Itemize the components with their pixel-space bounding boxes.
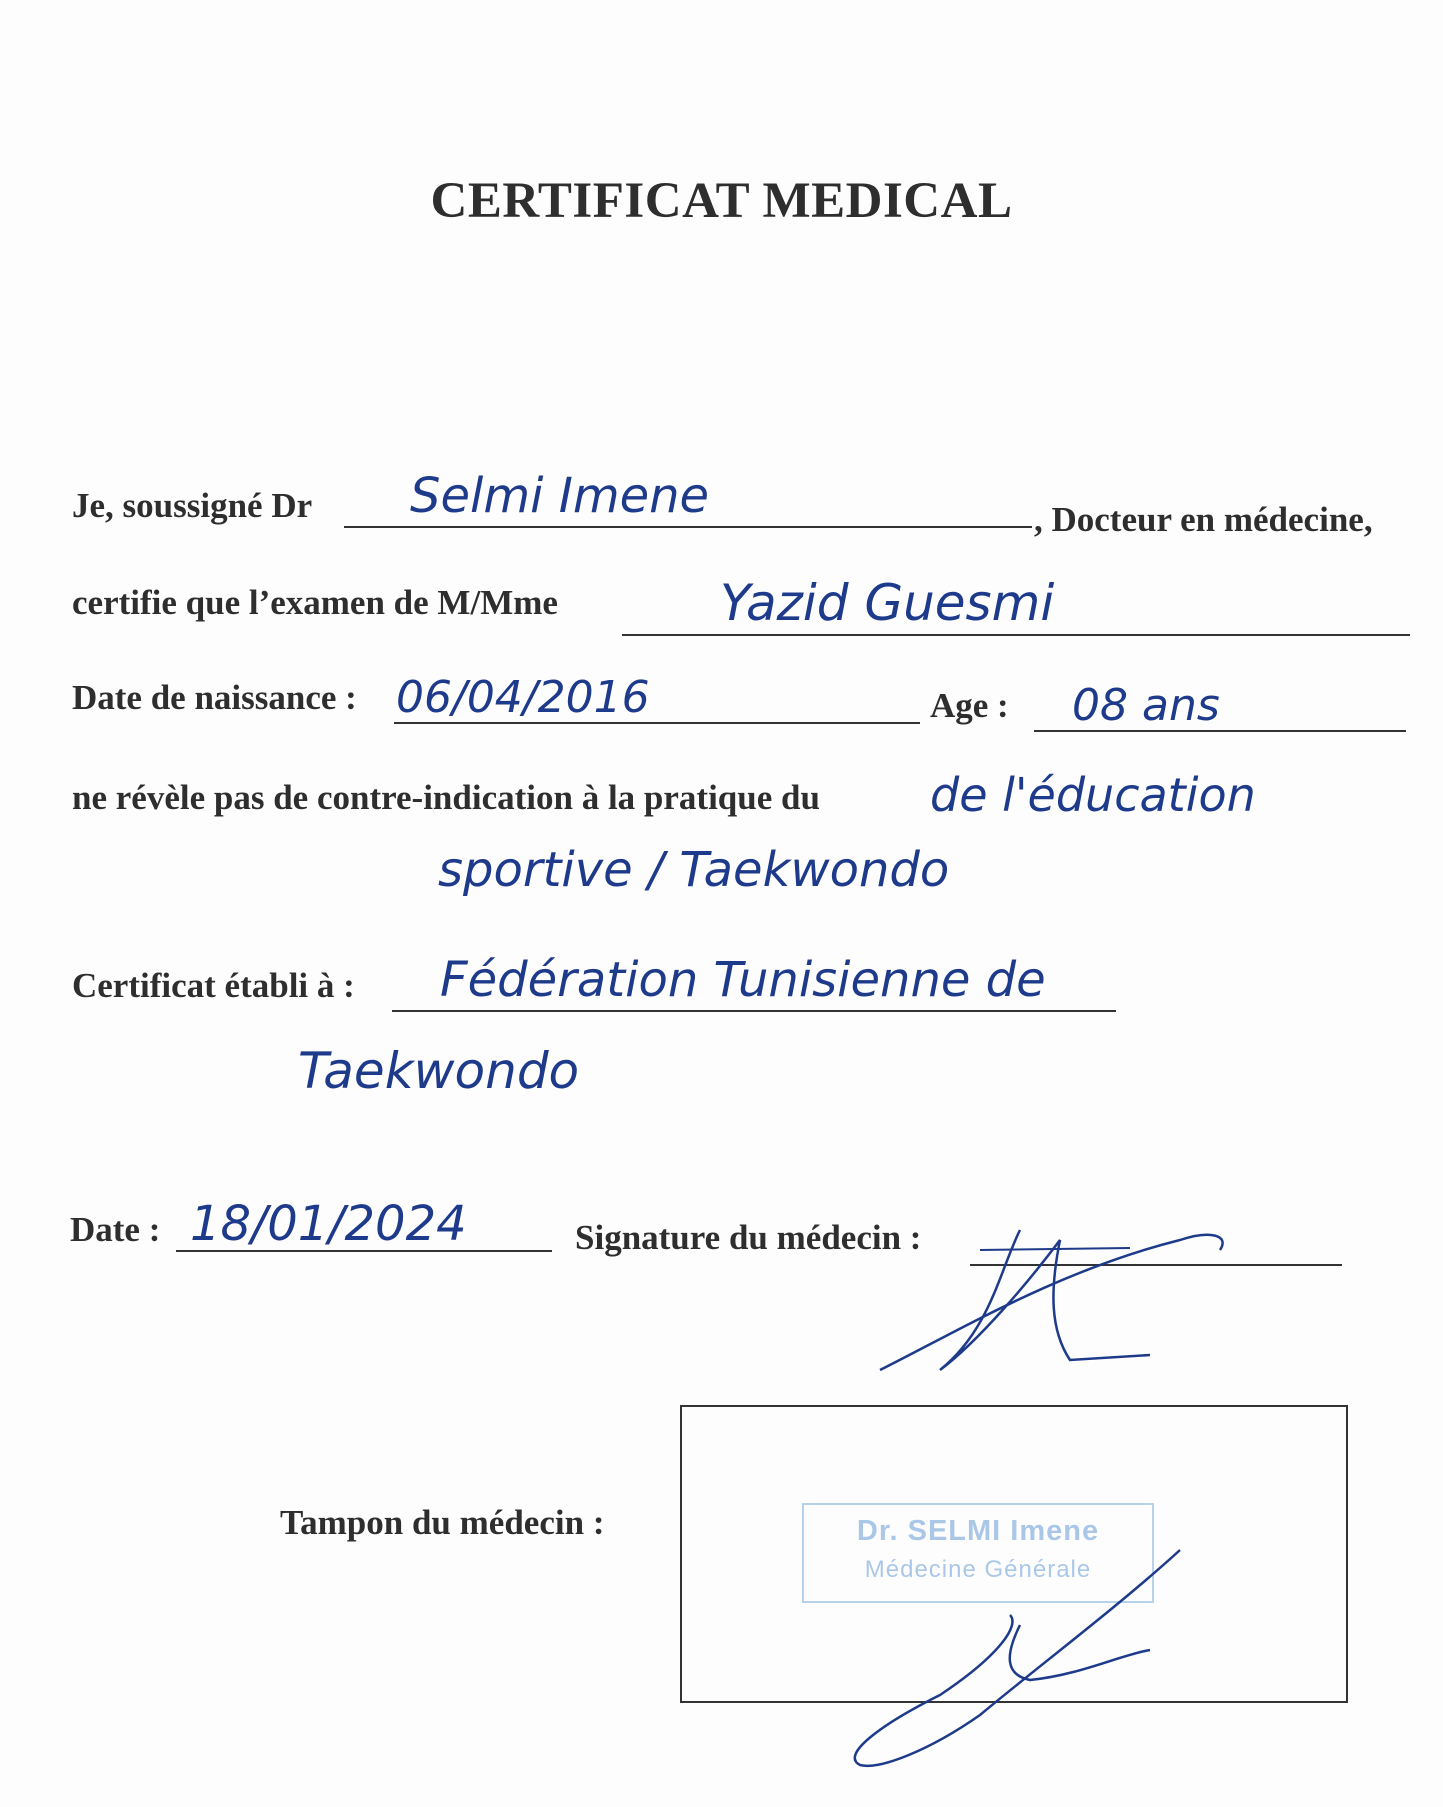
doctor-name-rule [344, 526, 1032, 528]
doctor-suffix-label: , Docteur en médecine, [1034, 500, 1373, 539]
patient-name-handwritten: Yazid Guesmi [720, 574, 1055, 632]
age-handwritten: 08 ans [1072, 680, 1220, 731]
stamp-specialty: Médecine Générale [864, 1556, 1092, 1583]
established-rule [392, 1010, 1116, 1012]
activity-line1-handwritten: de l'éducation [930, 768, 1256, 822]
date-label: Date : [70, 1210, 161, 1249]
doctor-prefix-label: Je, soussigné Dr [72, 486, 313, 525]
stamp-label: Tampon du médecin : [280, 1503, 605, 1542]
birth-date-handwritten: 06/04/2016 [396, 672, 650, 723]
signature-label: Signature du médecin : [575, 1218, 922, 1257]
patient-name-rule [622, 634, 1410, 636]
contra-indication-label: ne révèle pas de contre-indication à la pratique du [72, 778, 820, 817]
place-line2-handwritten: Taekwondo [298, 1042, 580, 1100]
doctor-signature [880, 1220, 1320, 1390]
stamp-name: Dr. SELMI Imene [856, 1515, 1100, 1547]
exam-label: certifie que l’examen de M/Mme [72, 583, 558, 622]
established-label: Certificat établi à : [72, 966, 355, 1005]
age-label: Age : [930, 686, 1009, 725]
stamp-signature [820, 1545, 1260, 1775]
birth-date-label: Date de naissance : [72, 678, 357, 717]
page-title: CERTIFICAT MEDICAL [430, 173, 1013, 229]
doctor-name-handwritten: Selmi Imene [410, 468, 710, 524]
date-handwritten: 18/01/2024 [190, 1196, 467, 1252]
place-line1-handwritten: Fédération Tunisienne de [440, 952, 1046, 1008]
activity-line2-handwritten: sportive / Taekwondo [438, 842, 950, 898]
